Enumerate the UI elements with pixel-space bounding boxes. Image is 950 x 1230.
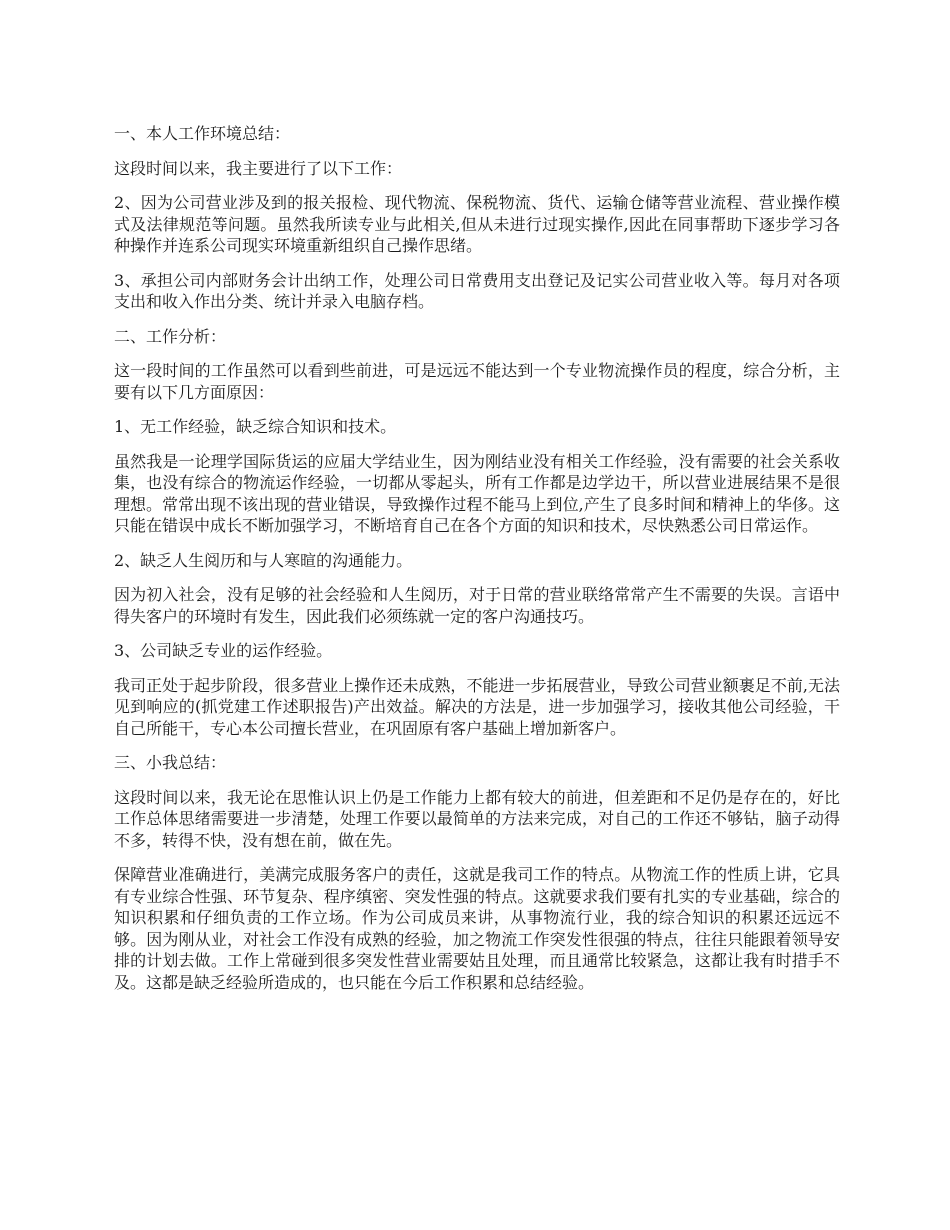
paragraph-summary-2: 保障营业准确进行，美满完成服务客户的责任，这就是我司工作的特点。从物流工作的性质上讲，它具有专业综合性强、环节复杂、程序缜密、突发性强的特点。这就要求我们要有扎实的专业基础，综合的知识积累和仔细负责的工作立场。作为公司成员来讲，从事物流行业，我的综合知识的积累还远远不够。因为刚从业，对社会工作没有成熟的经验，加之物流工作突发性很强的特点，往往只能跟着领导安排的计划去做。工作上常碰到很多突发性营业需要姑且处理，而且通常比较紧急，这都让我有时措手不及。这都是缺乏经验所造成的，也只能在今后工作积累和总结经验。: [114, 865, 840, 992]
paragraph-reason-1: 虽然我是一论理学国际货运的应届大学结业生，因为刚结业没有相关工作经验，没有需要的社会关系收集，也没有综合的物流运作经验，一切都从零起头，所有工作都是边学边干，所以营业进展结果不是很理想。常常出现不该出现的营业错误，导致操作过程不能马上到位,产生了良多时间和精神上的华侈。这只能在错误中成长不断加强学习，不断培育自己在各个方面的知识和技术，尽快熟悉公司日常运作。: [114, 451, 840, 535]
heading-personal-summary: 三、小我总结：: [114, 753, 227, 772]
subheading-reason-2: 2、缺乏人生阅历和与人寒暄的沟通能力。: [114, 550, 413, 570]
heading-work-environment: 一、本人工作环境总结：: [114, 124, 291, 143]
paragraph-analysis-intro: 这一段时间的工作虽然可以看到些前进，可是远远不能达到一个专业物流操作员的程度，综合分析，主要有以下几方面原因：: [114, 361, 840, 402]
heading-work-analysis: 二、工作分析：: [114, 326, 227, 346]
paragraph-summary-1: 这段时间以来，我无论在思惟认识上仍是工作能力上都有较大的前进，但差距和不足仍是存在的，好比工作总体思绪需要进一步清楚，处理工作要以最简单的方法来完成，对自己的工作还不够钻，脑子动得不多，转得不快，没有想在前，做在先。: [114, 787, 840, 850]
document-page: [114, 123, 840, 1006]
paragraph-intro: 这段时间以来，我主要进行了以下工作：: [114, 158, 403, 178]
paragraph-item-2: 2、因为公司营业涉及到的报关报检、现代物流、保税物流、货代、运输仓储等营业流程、营业操作模式及法律规范等问题。虽然我所读专业与此相关,但从未进行过现实操作,因此在同事帮助下逐步学习各种操作并连系公司现实环境重新组织自己操作思绪。: [114, 193, 840, 255]
paragraph-item-3: 3、承担公司内部财务会计出纳工作，处理公司日常费用支出登记及记实公司营业收入等。每月对各项支出和收入作出分类、统计并录入电脑存档。: [114, 270, 840, 311]
subheading-reason-1: 1、无工作经验，缺乏综合知识和技术。: [114, 417, 397, 436]
subheading-reason-3: 3、公司缺乏专业的运作经验。: [114, 641, 333, 660]
paragraph-reason-2: 因为初入社会，没有足够的社会经验和人生阅历，对于日常的营业联络常常产生不需要的失误。言语中得失客户的环境时有发生，因此我们必须练就一定的客户沟通技巧。: [114, 585, 840, 626]
paragraph-reason-3: 我司正处于起步阶段，很多营业上操作还未成熟，不能进一步拓展营业，导致公司营业额裹足不前,无法见到响应的(抓党建工作述职报告)产出效益。解决的方法是，进一步加强学习，接收其他公司经验，干自己所能干，专心本公司擅长营业，在巩固原有客户基础上增加新客户。: [114, 675, 840, 738]
